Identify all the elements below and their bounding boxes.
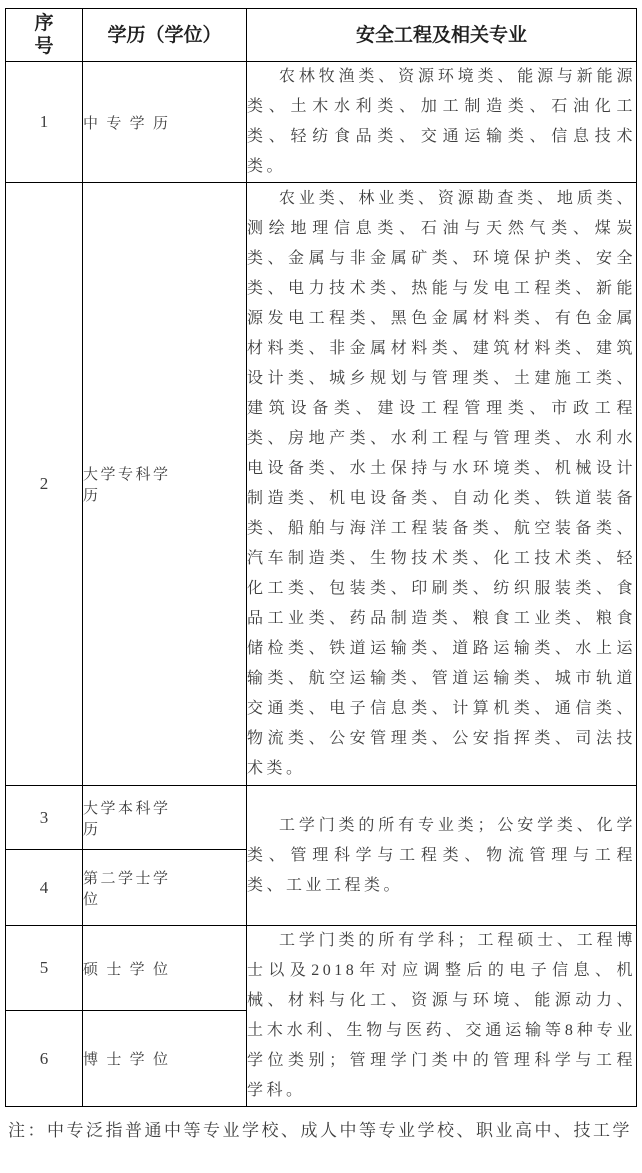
header-cell-degree (83, 9, 247, 62)
table-header-row (6, 9, 637, 62)
degree-cell (83, 62, 247, 183)
degree-label: 第二学士学位 (83, 870, 168, 908)
header-serial-label: 序号 (34, 13, 54, 57)
serial-cell: 2 (6, 183, 83, 786)
degree-cell (83, 926, 247, 1011)
majors-cell (247, 62, 637, 183)
degree-label: 中专学历 (83, 115, 168, 132)
degree-cell (83, 1011, 247, 1107)
serial-cell: 1 (6, 62, 83, 183)
degree-label: 大学本科学历 (83, 800, 168, 838)
serial-cell: 6 (6, 1011, 83, 1107)
majors-cell-merged (247, 926, 637, 1107)
serial-cell: 5 (6, 926, 83, 1011)
degree-label: 硕士学位 (83, 961, 168, 978)
header-cell-majors (247, 9, 637, 62)
qualification-table (5, 8, 637, 1107)
majors-cell-merged (247, 786, 637, 926)
table-row (6, 786, 637, 850)
header-degree-label: 学历（学位） (107, 24, 222, 46)
header-majors-label: 安全工程及相关专业 (355, 24, 527, 46)
degree-cell (83, 183, 247, 786)
majors-text: 工学门类的所有专业类；公安学类、化学类、管理科学与工程类、物流管理与工程类、工业工程类。 (247, 816, 636, 894)
serial-cell: 4 (6, 850, 83, 926)
degree-cell (83, 850, 247, 926)
footnote: 注：中专泛指普通中等专业学校、成人中等专业学校、职业高中、技工学 (8, 1121, 632, 1140)
majors-text: 农业类、林业类、资源勘查类、地质类、测绘地理信息类、石油与天然气类、煤炭类、金属与非金属矿类、环境保护类、安全类、电力技术类、热能与发电工程类、新能源发电工程类、黑色金属材料类、有色金属材料类、非金属材料类、建筑材料类、建筑设计类、城乡规划与管理类、土建施工类、建筑设备类、建设工程管理类、市政工程类、房地产类、水利工程与管理类、水利水电设备类、水土保持与水环境类、机械设计制造类、机电设备类、自动化类、铁道装备类、船舶与海洋工程装备类、航空装备类、汽车制造类、生物技术类、化工技术类、轻化工类、包装类、印刷类、纺织服装类、食品工业类、药品制造类、粮食工业类、粮食储检类、铁道运输类、道路运输类、水上运输类、航空运输类、管道运输类、城市轨道交通类、电子信息类、计算机类、通信类、物流类、公安管理类、公安指挥类、司法技术类。 (247, 190, 636, 777)
degree-label: 大学专科学历 (83, 467, 168, 504)
table-row (6, 183, 637, 786)
table-row (6, 62, 637, 183)
header-cell-serial (6, 9, 83, 62)
majors-text: 工学门类的所有学科；工程硕士、工程博士以及2018年对应调整后的电子信息、机械、材料与化工、资源与环境、能源动力、土木水利、生物与医药、交通运输等8种专业学位类别；管理学门类中的管理科学与工程学科。 (247, 932, 636, 1099)
majors-text: 农林牧渔类、资源环境类、能源与新能源类、土木水利类、加工制造类、石油化工类、轻纺食品类、交通运输类、信息技术类。 (247, 68, 636, 175)
serial-cell: 3 (6, 786, 83, 850)
table-row (6, 926, 637, 1011)
degree-cell (83, 786, 247, 850)
majors-cell (247, 183, 637, 786)
degree-label: 博士学位 (83, 1052, 168, 1069)
